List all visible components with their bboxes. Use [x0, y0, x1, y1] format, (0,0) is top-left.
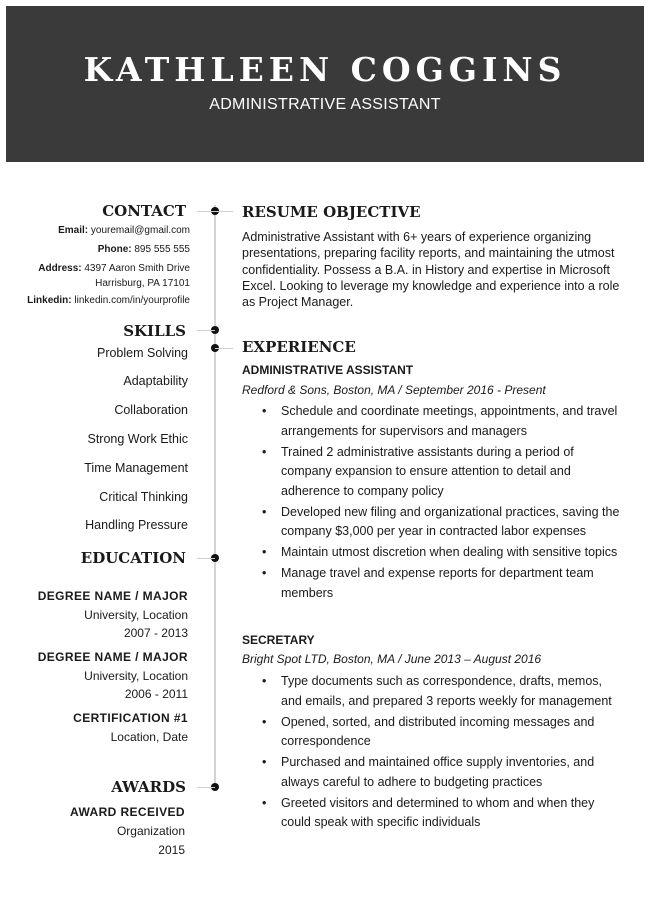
address-label: Address:: [38, 263, 82, 274]
job-bullet: • Purchased and maintained office supply inventories, and always careful to adhere to budgeting practices: [262, 753, 622, 792]
objective-heading: RESUME OBJECTIVE: [242, 203, 421, 221]
skill-item: Critical Thinking: [99, 490, 188, 504]
job-title: SECRETARY: [242, 633, 315, 647]
education-heading: EDUCATION: [80, 549, 186, 567]
timeline-tick-skills: [197, 330, 215, 331]
timeline-tick-education: [197, 558, 215, 559]
award-name: AWARD RECEIVED: [70, 805, 185, 819]
education-school: University, Location: [84, 608, 188, 622]
job-bullets: [262, 672, 622, 834]
job-bullet: • Trained 2 administrative assistants during a period of company expansion to ensure attention to detail and adherence to company policy: [262, 443, 622, 502]
job-bullets: [262, 402, 622, 605]
phone-value: 895 555 555: [134, 244, 190, 255]
skill-item: Problem Solving: [96, 346, 188, 360]
job-bullet: • Opened, sorted, and distributed incoming messages and correspondence: [262, 713, 622, 752]
job-title: ADMINISTRATIVE ASSISTANT: [242, 363, 414, 377]
timeline-tick-awards: [197, 787, 215, 788]
email-label: Email:: [58, 225, 89, 236]
education-school: University, Location: [84, 669, 188, 683]
certification-detail: Location, Date: [110, 730, 188, 744]
job-bullet: • Maintain utmost discretion when dealing with sensitive topics: [262, 543, 622, 563]
job-bullet: • Greeted visitors and determined to whom and when they could speak with specific individuals: [262, 794, 622, 833]
phone-label: Phone:: [97, 244, 132, 255]
contact-phone-row: [98, 243, 190, 257]
award-year: 2015: [158, 843, 185, 857]
experience-heading: EXPERIENCE: [242, 338, 356, 356]
candidate-title: ADMINISTRATIVE ASSISTANT: [209, 96, 441, 113]
contact-email-row: [58, 224, 190, 238]
job-bullet: • Manage travel and expense reports for department team members: [262, 564, 622, 603]
job-bullet: • Developed new filing and organizational practices, saving the company $3,000 per year in contracted labor expenses: [262, 503, 622, 542]
skill-item: Collaboration: [114, 403, 188, 417]
certification-name: CERTIFICATION #1: [73, 711, 188, 725]
award-organization: Organization: [116, 824, 185, 838]
resume-header: [6, 6, 644, 162]
timeline-tick-experience: [215, 348, 233, 349]
linkedin-value[interactable]: linkedin.com/in/yourprofile: [74, 295, 190, 306]
job-bullet: • Type documents such as correspondence, drafts, memos, and emails, and prepared 3 reports weekly for management: [262, 672, 622, 711]
education-degree: DEGREE NAME / MAJOR: [37, 589, 188, 603]
skill-item: Adaptability: [123, 374, 188, 388]
timeline-line: [214, 205, 216, 785]
education-years: 2006 - 2011: [124, 687, 188, 701]
contact-heading: CONTACT: [102, 202, 186, 220]
skill-item: Strong Work Ethic: [87, 432, 188, 446]
contact-address-row: [38, 262, 190, 276]
candidate-name: KATHLEEN COGGINS: [83, 50, 567, 89]
skill-item: Handling Pressure: [85, 518, 188, 532]
address-line1: 4397 Aaron Smith Drive: [84, 263, 190, 274]
education-degree: DEGREE NAME / MAJOR: [37, 650, 188, 664]
skills-heading: SKILLS: [123, 322, 186, 340]
contact-address-line2: Harrisburg, PA 17101: [95, 278, 190, 289]
awards-heading: AWARDS: [111, 778, 186, 796]
education-years: 2007 - 2013: [123, 626, 188, 640]
timeline-tick-contact: [197, 211, 233, 212]
skill-item: Time Management: [84, 461, 188, 475]
job-bullet: • Schedule and coordinate meetings, appointments, and travel arrangements for supervisors and managers: [262, 402, 622, 441]
linkedin-label: Linkedin:: [27, 295, 72, 306]
job-company: Redford & Sons, Boston, MA / September 2016 - Present: [242, 383, 546, 397]
contact-linkedin-row: [27, 294, 190, 308]
email-value[interactable]: youremail@gmail.com: [90, 225, 190, 236]
objective-text: Administrative Assistant with 6+ years of experience organizing presentations, preparing facility reports, and maintaining the utmost confidentiality. Possess a B.A. in History and expertise in Microsoft Excel. Looking to leverage my knowledge and experience into a role as Project Manager.: [242, 230, 620, 310]
job-company: Bright Spot LTD, Boston, MA / June 2013 – August 2016: [242, 652, 542, 666]
